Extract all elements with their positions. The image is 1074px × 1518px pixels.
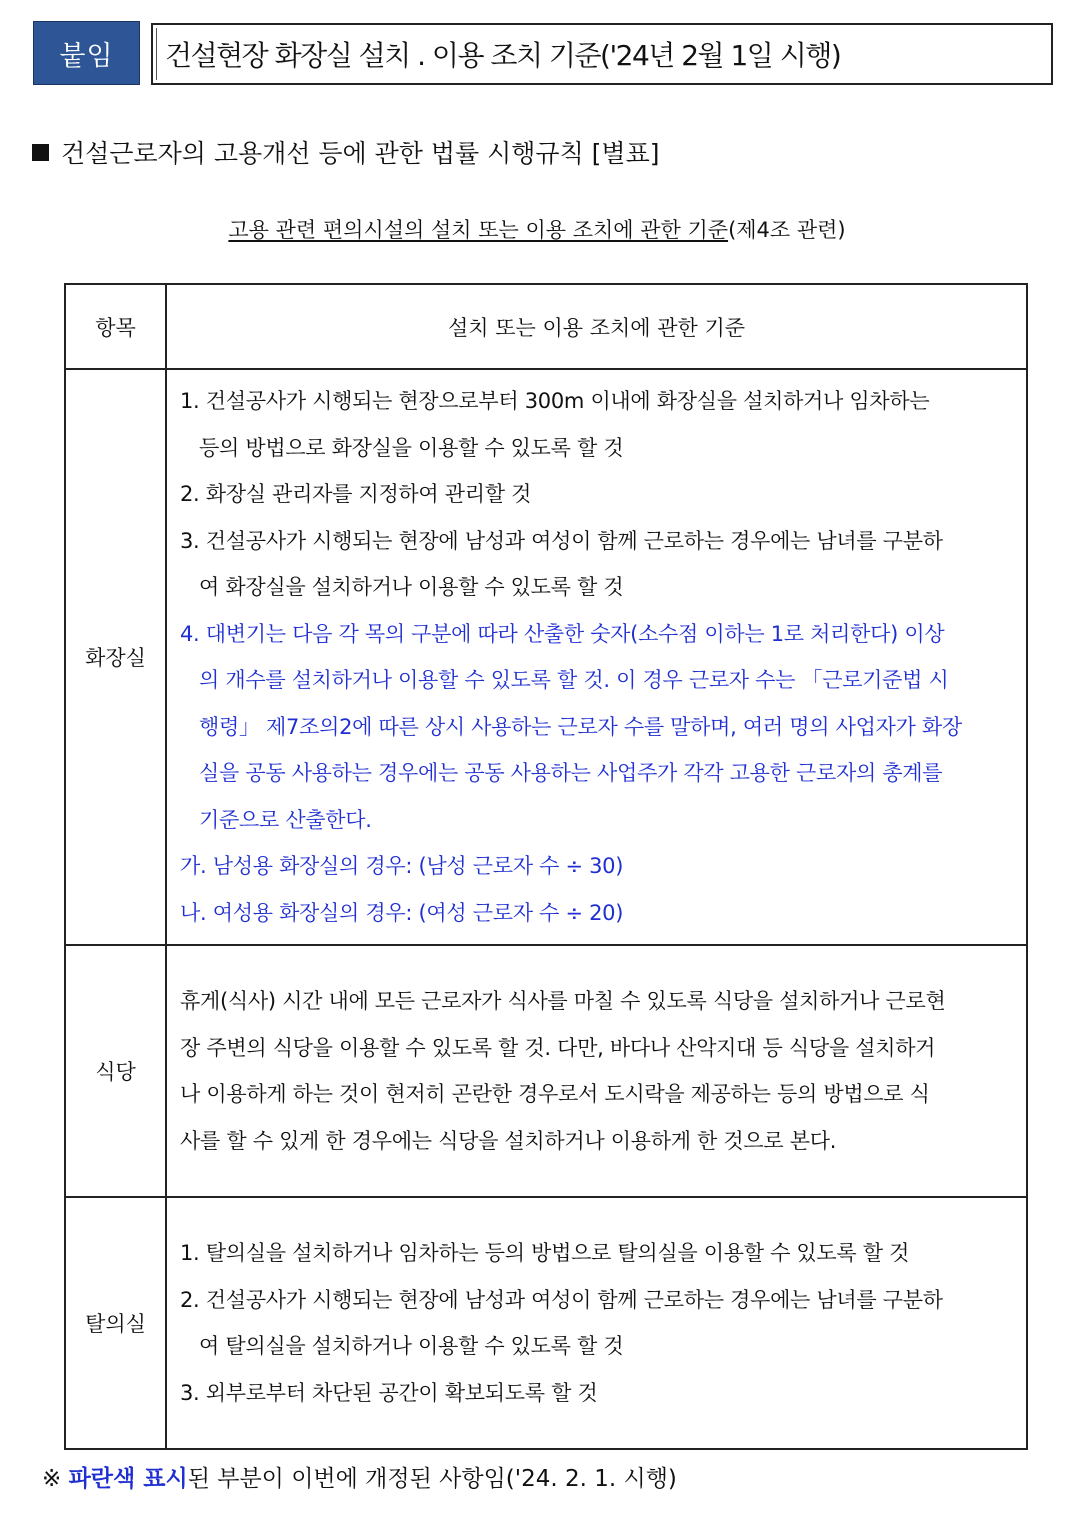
toilet-line-8: 행령」 제7조의2에 따른 상시 사용하는 근로자 수를 말하며, 여러 명의 사업자가 화장: [199, 714, 962, 739]
locker-line-3: 여 탈의실을 설치하거나 이용할 수 있도록 할 것: [199, 1334, 624, 1358]
standards-table: [64, 283, 1028, 1450]
locker-line-4: 3. 외부로부터 차단된 공간이 확보되도록 할 것: [180, 1380, 598, 1405]
table-header-row: [65, 284, 1027, 369]
toilet-line-11: 가. 남성용 화장실의 경우: (남성 근로자 수 ÷ 30): [180, 854, 624, 878]
cafeteria-line-3: 나 이용하게 하는 것이 현저히 곤란한 경우로서 도시락을 제공하는 등의 방법으로 식: [180, 1082, 930, 1106]
toilet-line-12: 나. 여성용 화장실의 경우: (여성 근로자 수 ÷ 20): [180, 900, 624, 925]
subtitle-underlined: 고용 관련 편의시설의 설치 또는 이용 조치에 관한 기준: [228, 218, 729, 242]
page-title: 건설현장 화장실 설치 . 이용 조치 기준('24년 2월 1일 시행): [165, 39, 841, 72]
footnote-suffix: 된 부분이 이번에 개정된 사항임('24. 2. 1. 시행): [187, 1466, 677, 1492]
toilet-line-7: 의 개수를 설치하거나 이용할 수 있도록 할 것. 이 경우 근로자 수는 「근로기준법 시: [199, 668, 949, 692]
cafeteria-line-1: 휴게(식사) 시간 내에 모든 근로자가 식사를 마칠 수 있도록 식당을 설치하거나 근로현: [180, 989, 946, 1013]
section-heading: [32, 134, 660, 170]
toilet-line-1: 1. 건설공사가 시행되는 현장으로부터 300m 이내에 화장실을 설치하거나 임차하는: [180, 389, 930, 413]
footnote-highlight: 파란색 표시: [68, 1466, 188, 1492]
table-subtitle: [0, 214, 1074, 244]
row-content-locker: [166, 1197, 1027, 1449]
footnote: [42, 1460, 677, 1493]
subtitle-suffix: (제4조 관련): [728, 218, 846, 242]
attachment-badge: [33, 21, 140, 85]
row-content-toilet: [166, 369, 1027, 945]
header-standard: 설치 또는 이용 조치에 관한 기준: [166, 284, 1027, 369]
table-row-cafeteria: [65, 945, 1027, 1197]
header-item: 항목: [65, 284, 166, 369]
toilet-line-3: 2. 화장실 관리자를 지정하여 관리할 것: [180, 482, 532, 506]
cafeteria-line-2: 장 주변의 식당을 이용할 수 있도록 할 것. 다만, 바다나 산악지대 등 식당을 설치하거: [180, 1035, 936, 1060]
toilet-line-10: 기준으로 산출한다.: [199, 807, 372, 832]
toilet-line-4: 3. 건설공사가 시행되는 현장에 남성과 여성이 함께 근로하는 경우에는 남녀를 구분하: [180, 528, 943, 553]
footnote-prefix: ※: [42, 1466, 69, 1492]
table-row-toilet: [65, 369, 1027, 945]
row-label-cafeteria: 식당: [65, 945, 166, 1197]
cafeteria-line-4: 사를 할 수 있게 한 경우에는 식당을 설치하거나 이용하게 한 것으로 본다.: [180, 1128, 837, 1153]
section-heading-text: 건설근로자의 고용개선 등에 관한 법률 시행규칙 [별표]: [61, 139, 660, 168]
toilet-line-6: 4. 대변기는 다음 각 목의 구분에 따라 산출한 숫자(소수점 이하는 1로 처리한다) 이상: [180, 621, 945, 646]
toilet-line-2: 등의 방법으로 화장실을 이용할 수 있도록 할 것: [199, 435, 624, 460]
table-row-locker: [65, 1197, 1027, 1449]
row-label-locker: 탈의실: [65, 1197, 166, 1449]
row-label-toilet: 화장실: [65, 369, 166, 945]
black-square-icon: [32, 144, 49, 161]
row-content-cafeteria: [166, 945, 1027, 1197]
toilet-line-5: 여 화장실을 설치하거나 이용할 수 있도록 할 것: [199, 575, 624, 599]
attachment-badge-label: 붙임: [59, 40, 114, 72]
title-box: [151, 23, 1053, 85]
locker-line-2: 2. 건설공사가 시행되는 현장에 남성과 여성이 함께 근로하는 경우에는 남녀를 구분하: [180, 1287, 943, 1312]
locker-line-1: 1. 탈의실을 설치하거나 임차하는 등의 방법으로 탈의실을 이용할 수 있도록 할 것: [180, 1241, 910, 1265]
toilet-line-9: 실을 공동 사용하는 경우에는 공동 사용하는 사업주가 각각 고용한 근로자의 총계를: [199, 761, 943, 785]
